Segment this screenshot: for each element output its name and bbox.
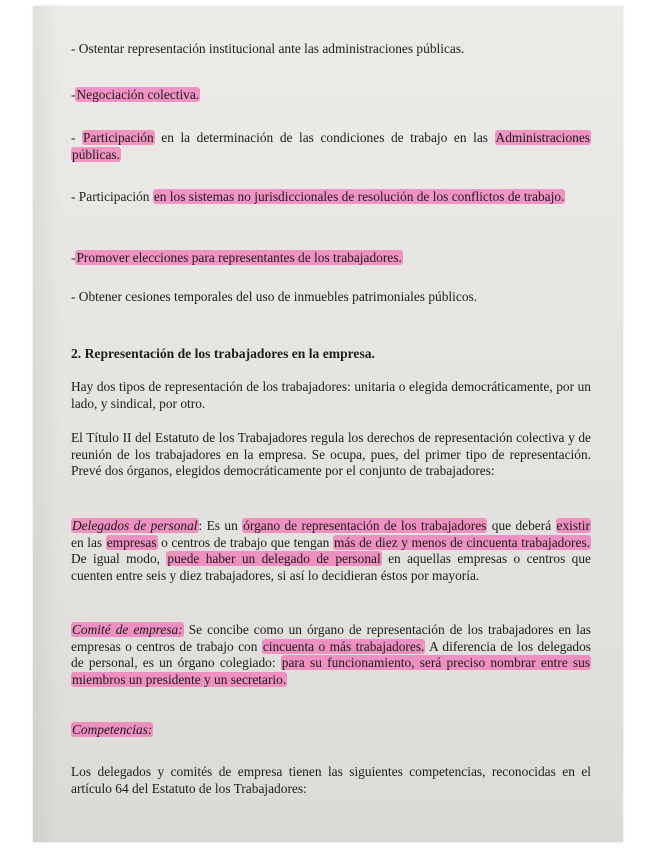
list-item-text: - Obtener cesiones temporales del uso de inmuebles patrimoniales públicos. — [71, 289, 478, 304]
paragraph-text: que deberá — [487, 518, 556, 533]
highlighted-text: Negociación colectiva. — [76, 87, 200, 102]
highlighted-text: existir — [556, 518, 590, 533]
paragraph-text: en las — [71, 534, 106, 550]
list-item-prefix: - — [71, 130, 83, 145]
list-item-prefix: - Participación — [71, 189, 153, 204]
highlighted-text: Promover elecciones para representantes de los trabajadores. — [76, 250, 402, 265]
paragraph-representation-types: Hay dos tipos de representación de los trabajadores: unitaria o elegida democráticamente, por un lado, y sindical, por otro. — [71, 379, 591, 411]
highlighted-text: Administraciones públicas. — [72, 130, 590, 162]
highlighted-text: empresas — [106, 534, 157, 550]
paragraph-titulo-ii: El Título II del Estatuto de los Trabajadores regula los derechos de representación colectiva y de reunión de los trabajadores en la empresa. Se ocupa, pues, del primer tipo de representación. Prevé dos órganos, elegidos democráticamente por el conjunto de trabajadores: — [71, 430, 591, 478]
list-item — [71, 41, 591, 58]
highlighted-text: para su funcionamiento, será preciso nombrar entre sus miembros un presidente y un secretario. — [72, 655, 590, 687]
list-item — [71, 130, 591, 163]
highlighted-text: Competencias: — [72, 722, 153, 737]
list-item — [71, 189, 591, 206]
paragraph-text: A diferencia de los delegados de personal, es un órgano colegiado: — [71, 638, 591, 670]
list-item-prefix: - — [71, 250, 76, 265]
highlighted-text: Participación — [83, 130, 154, 145]
paragraph-text: De igual modo, — [71, 551, 167, 566]
term-delegados-de-personal: Delegados de personal — [72, 518, 198, 533]
list-item — [71, 250, 591, 267]
list-item-text: en la determinación de las condiciones de trabajo en las — [154, 130, 495, 145]
list-item — [71, 289, 591, 306]
paragraph-text: Se concibe como un órgano de representación de los trabajadores en las empresas o centros de trabajo con — [71, 622, 591, 654]
list-item-text: - Ostentar representación institucional ante las administraciones públicas. — [71, 41, 465, 56]
section-heading: 2. Representación de los trabajadores en la empresa. — [71, 346, 375, 361]
paragraph-delegados-de-personal — [71, 518, 591, 584]
term-comite-de-empresa: Comité de empresa: — [72, 622, 183, 637]
paragraph-text: en aquellas empresas o centros que cuenten entre seis y diez trabajadores, si así lo decidieran éstos por mayoría. — [71, 551, 591, 583]
highlighted-text: órgano de representación de los trabajadores — [243, 518, 487, 533]
page-shadow — [33, 6, 61, 842]
list-item — [71, 87, 591, 104]
highlighted-text: cincuenta o más trabajadores. — [262, 638, 425, 654]
highlighted-text: en los sistemas no jurisdiccionales de resolución de los conflictos de trabajo. — [153, 189, 565, 204]
list-item-prefix: - — [71, 87, 76, 102]
competencias-heading — [71, 722, 591, 739]
highlighted-text: puede haber un delegado de personal — [167, 551, 381, 566]
paragraph-competencias: Los delegados y comités de empresa tienen las siguientes competencias, reconocidas en el artículo 64 del Estatuto de los Trabajadores: — [71, 764, 591, 796]
paragraph-text: : Es un — [198, 518, 243, 533]
paragraph-text: o centros de trabajo que tengan — [157, 534, 333, 550]
highlighted-text: más de diez y menos de cincuenta trabajadores. — [333, 534, 590, 550]
paragraph-comite-de-empresa — [71, 622, 591, 688]
